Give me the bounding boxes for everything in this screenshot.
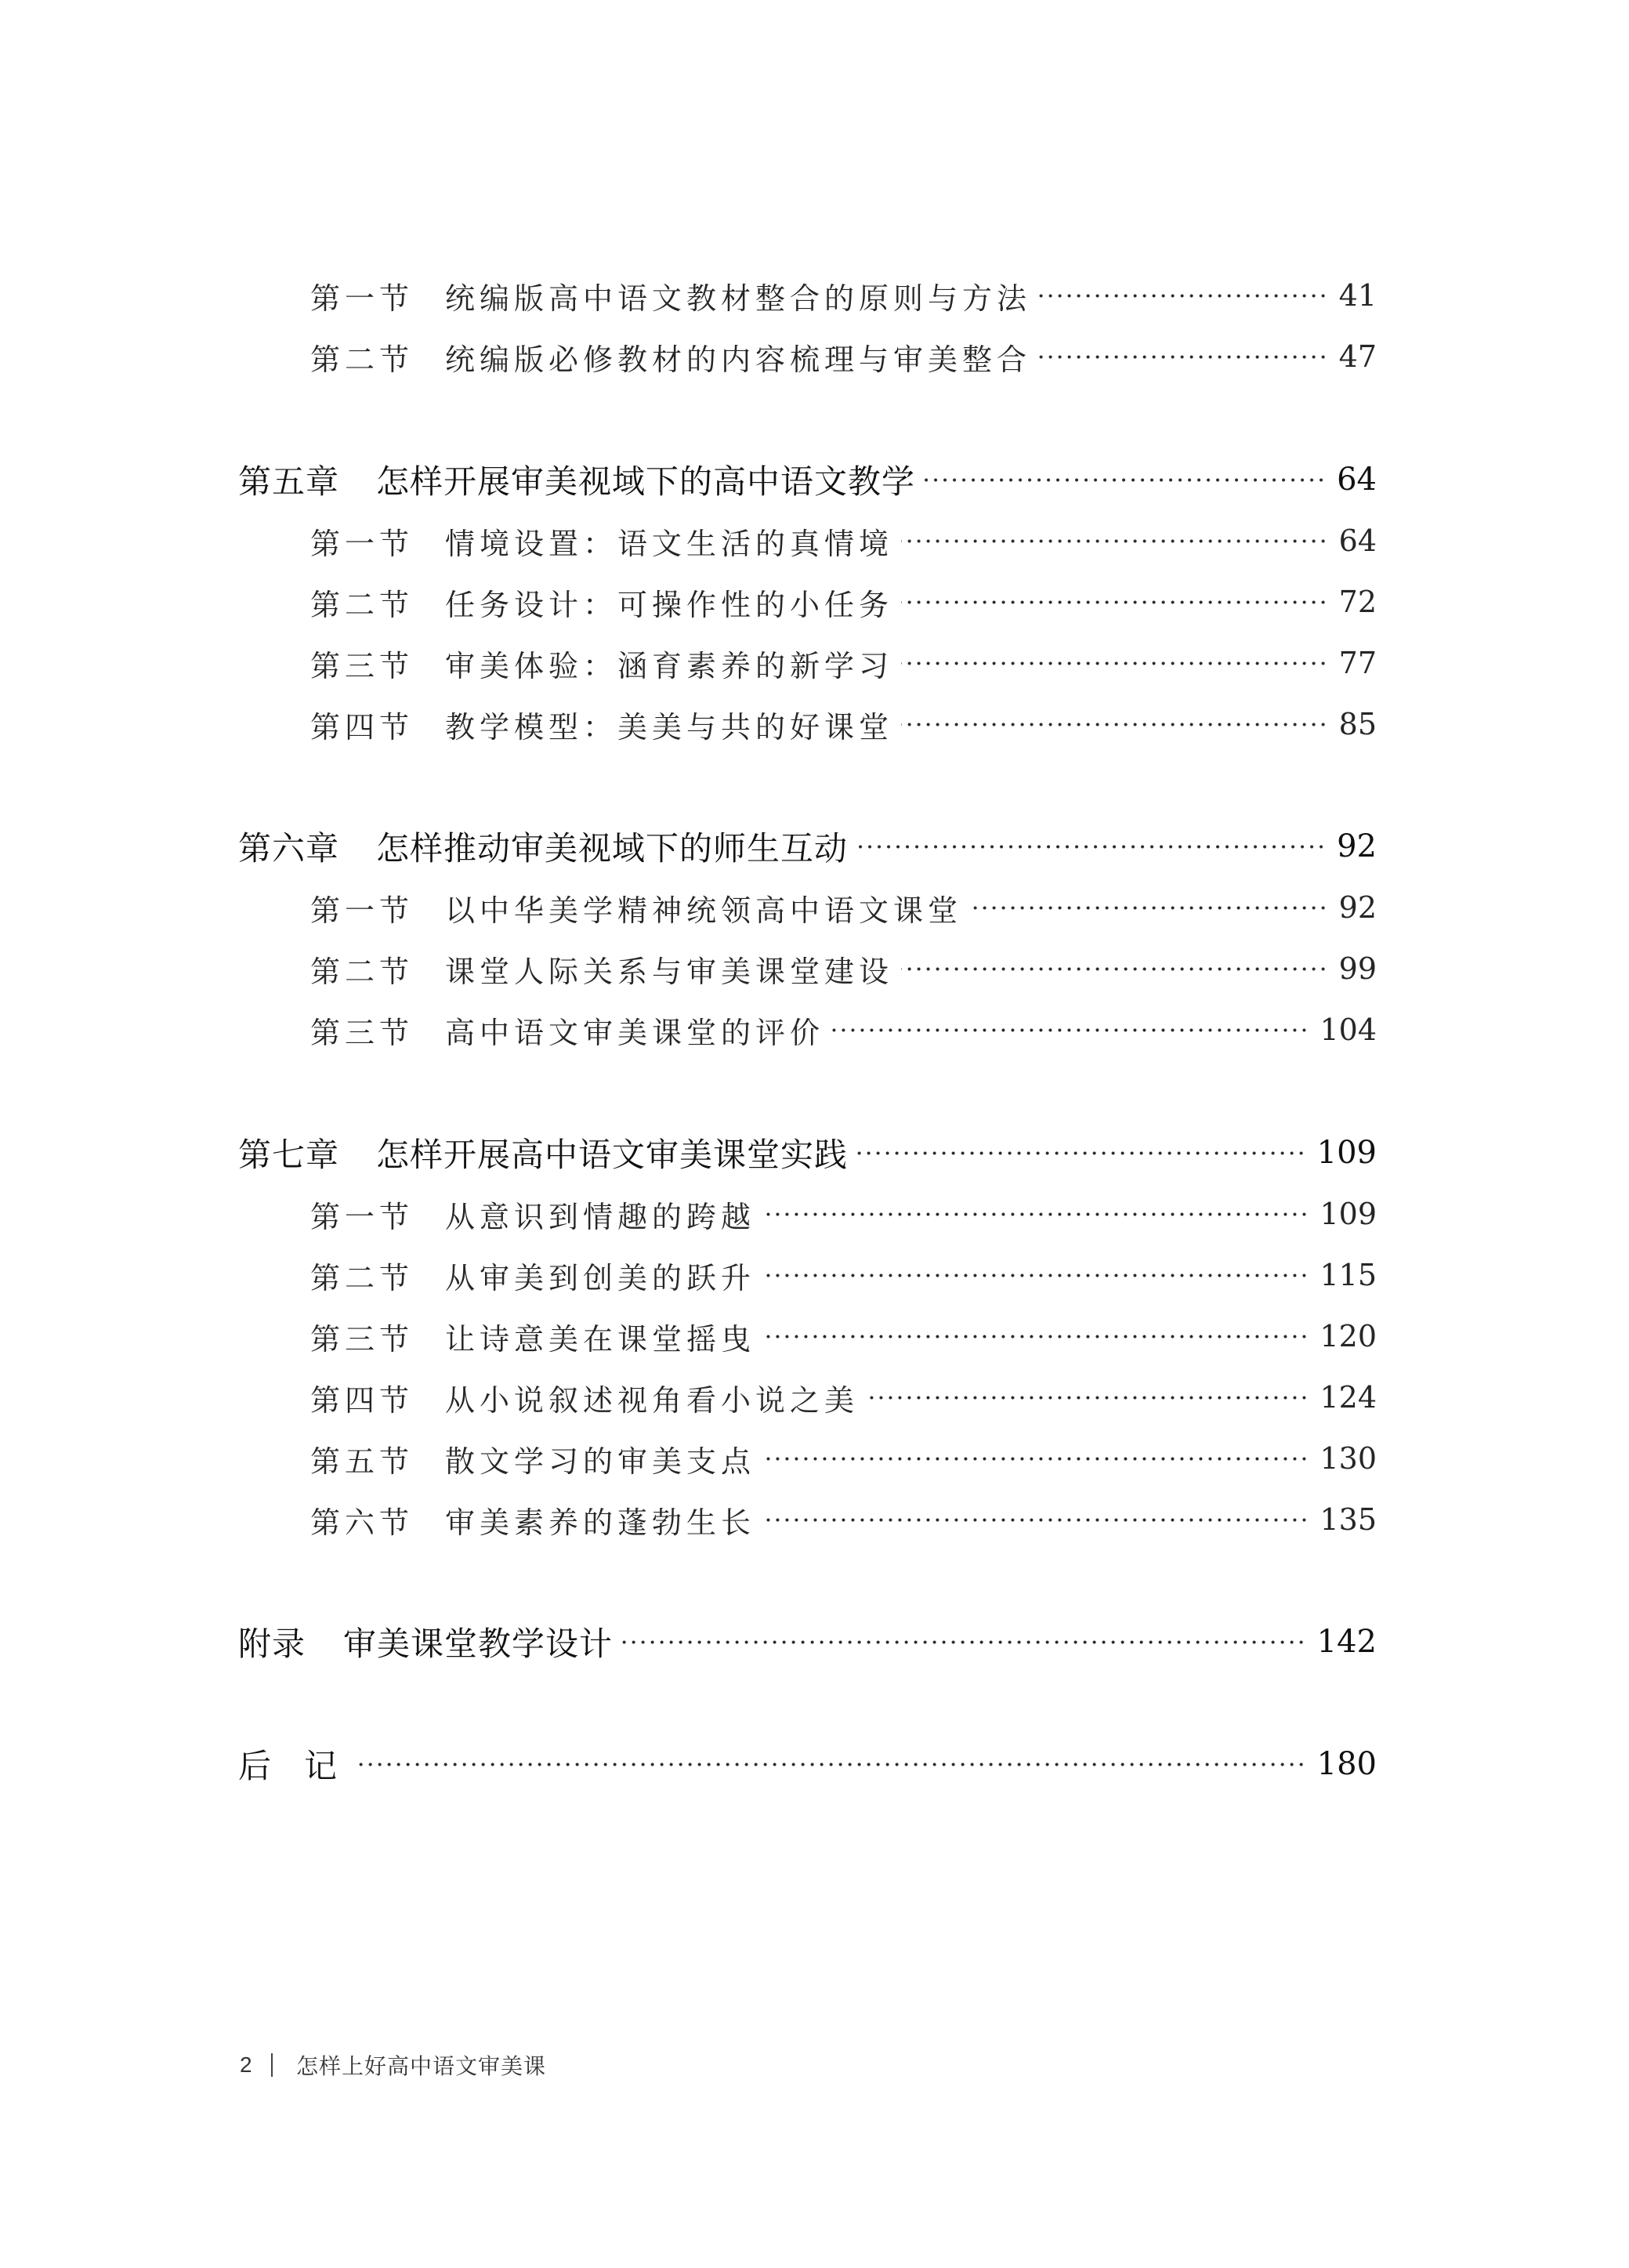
afterword-label: 后 记 [238, 1747, 338, 1785]
toc-entry [310, 578, 1377, 625]
chapter-label: 第五章 [238, 462, 340, 501]
entry-title: 情境设置：语文生活的真情境 [445, 526, 894, 561]
entry-page: 92 [1338, 890, 1377, 925]
toc-entry [310, 1435, 1377, 1482]
toc-chapter [238, 1129, 1377, 1176]
page-footer [240, 2049, 546, 2081]
toc-chapter [238, 456, 1377, 503]
chapter-title: 怎样开展审美视域下的高中语文教学 [376, 462, 916, 501]
entry-label: 第一节 [310, 281, 414, 316]
entry-title: 高中语文审美课堂的评价 [445, 1015, 825, 1050]
entry-label: 第三节 [310, 1015, 414, 1050]
entry-label: 第三节 [310, 1321, 414, 1357]
dot-leader [1039, 294, 1328, 298]
entry-label: 第四节 [310, 709, 414, 745]
afterword-page: 180 [1316, 1746, 1377, 1782]
entry-title: 统编版必修教材的内容梳理与审美整合 [445, 342, 1032, 377]
chapter-page: 109 [1316, 1135, 1377, 1171]
toc-entry [310, 333, 1377, 380]
dot-leader [621, 1640, 1306, 1644]
entry-title: 审美素养的蓬勃生长 [445, 1505, 756, 1540]
footer-page-number: 2 [240, 2052, 252, 2077]
entry-title: 以中华美学精神统领高中语文课堂 [445, 893, 963, 928]
dot-leader [763, 1457, 1309, 1461]
entry-page: 115 [1319, 1258, 1377, 1292]
dot-leader [923, 478, 1326, 482]
toc-entry [310, 639, 1377, 687]
dot-leader [970, 906, 1328, 910]
toc-entry [310, 272, 1377, 319]
dot-leader [763, 1212, 1309, 1216]
entry-page: 85 [1338, 707, 1377, 741]
entry-page: 41 [1338, 278, 1377, 313]
appendix-label: 附录 [238, 1625, 306, 1663]
entry-page: 47 [1338, 339, 1377, 374]
entry-page: 109 [1319, 1197, 1377, 1231]
dot-leader [832, 1028, 1309, 1032]
entry-label: 第一节 [310, 1199, 414, 1234]
entry-title: 审美体验：涵育素养的新学习 [445, 648, 894, 683]
entry-label: 第二节 [310, 587, 414, 622]
entry-page: 104 [1319, 1013, 1377, 1047]
entry-page: 99 [1338, 951, 1377, 986]
dot-leader [901, 967, 1328, 971]
entry-label: 第四节 [310, 1382, 414, 1418]
entry-label: 第一节 [310, 526, 414, 561]
entry-title: 任务设计：可操作性的小任务 [445, 587, 894, 622]
entry-title: 课堂人际关系与审美课堂建设 [445, 954, 894, 989]
dot-leader [763, 1518, 1309, 1522]
chapter-page: 92 [1337, 828, 1377, 864]
toc-entry [310, 1496, 1377, 1543]
entry-label: 第二节 [310, 954, 414, 989]
toc-entry [310, 945, 1377, 992]
toc-chapter [238, 823, 1377, 870]
entry-page: 124 [1319, 1380, 1377, 1415]
dot-leader [763, 1273, 1309, 1277]
entry-title: 教学模型：美美与共的好课堂 [445, 709, 894, 745]
chapter-label: 第七章 [238, 1136, 340, 1174]
chapter-page: 64 [1337, 462, 1377, 498]
entry-title: 散文学习的审美支点 [445, 1444, 756, 1479]
entry-label: 第三节 [310, 648, 414, 683]
entry-page: 72 [1338, 585, 1377, 619]
dot-leader [901, 600, 1328, 604]
entry-page: 130 [1319, 1441, 1377, 1476]
dot-leader [856, 1151, 1306, 1155]
toc-entry [310, 884, 1377, 931]
entry-label: 第二节 [310, 342, 414, 377]
appendix-title: 审美课堂教学设计 [343, 1625, 614, 1663]
footer-divider [271, 2053, 273, 2077]
dot-leader [763, 1335, 1309, 1339]
dot-leader [901, 539, 1328, 543]
toc-entry [310, 1313, 1377, 1360]
entry-title: 让诗意美在课堂摇曳 [445, 1321, 756, 1357]
chapter-title: 怎样推动审美视域下的师生互动 [376, 829, 849, 868]
chapter-label: 第六章 [238, 829, 340, 868]
entry-title: 从小说叙述视角看小说之美 [445, 1382, 860, 1418]
entry-title: 从审美到创美的跃升 [445, 1260, 756, 1295]
toc-entry [310, 1374, 1377, 1421]
entry-page: 77 [1338, 646, 1377, 680]
toc-entry [310, 701, 1377, 748]
toc-entry [310, 1252, 1377, 1299]
dot-leader [867, 1396, 1309, 1400]
dot-leader [901, 723, 1328, 726]
entry-label: 第一节 [310, 893, 414, 928]
appendix-page: 142 [1316, 1624, 1377, 1660]
dot-leader [1039, 355, 1328, 359]
dot-leader [356, 1763, 1306, 1766]
entry-label: 第六节 [310, 1505, 414, 1540]
dot-leader [901, 661, 1328, 665]
footer-book-title: 怎样上好高中语文审美课 [296, 2053, 547, 2079]
toc-appendix [238, 1618, 1377, 1665]
toc-entry [310, 1190, 1377, 1237]
entry-page: 120 [1319, 1319, 1377, 1353]
toc-entry [310, 1006, 1377, 1053]
entry-title: 统编版高中语文教材整合的原则与方法 [445, 281, 1032, 316]
chapter-title: 怎样开展高中语文审美课堂实践 [376, 1136, 849, 1174]
dot-leader [856, 845, 1326, 849]
entry-title: 从意识到情趣的跨越 [445, 1199, 756, 1234]
toc-afterword [238, 1741, 1377, 1788]
entry-label: 第五节 [310, 1444, 414, 1479]
toc-entry [310, 517, 1377, 564]
entry-label: 第二节 [310, 1260, 414, 1295]
entry-page: 64 [1338, 524, 1377, 558]
entry-page: 135 [1319, 1502, 1377, 1537]
